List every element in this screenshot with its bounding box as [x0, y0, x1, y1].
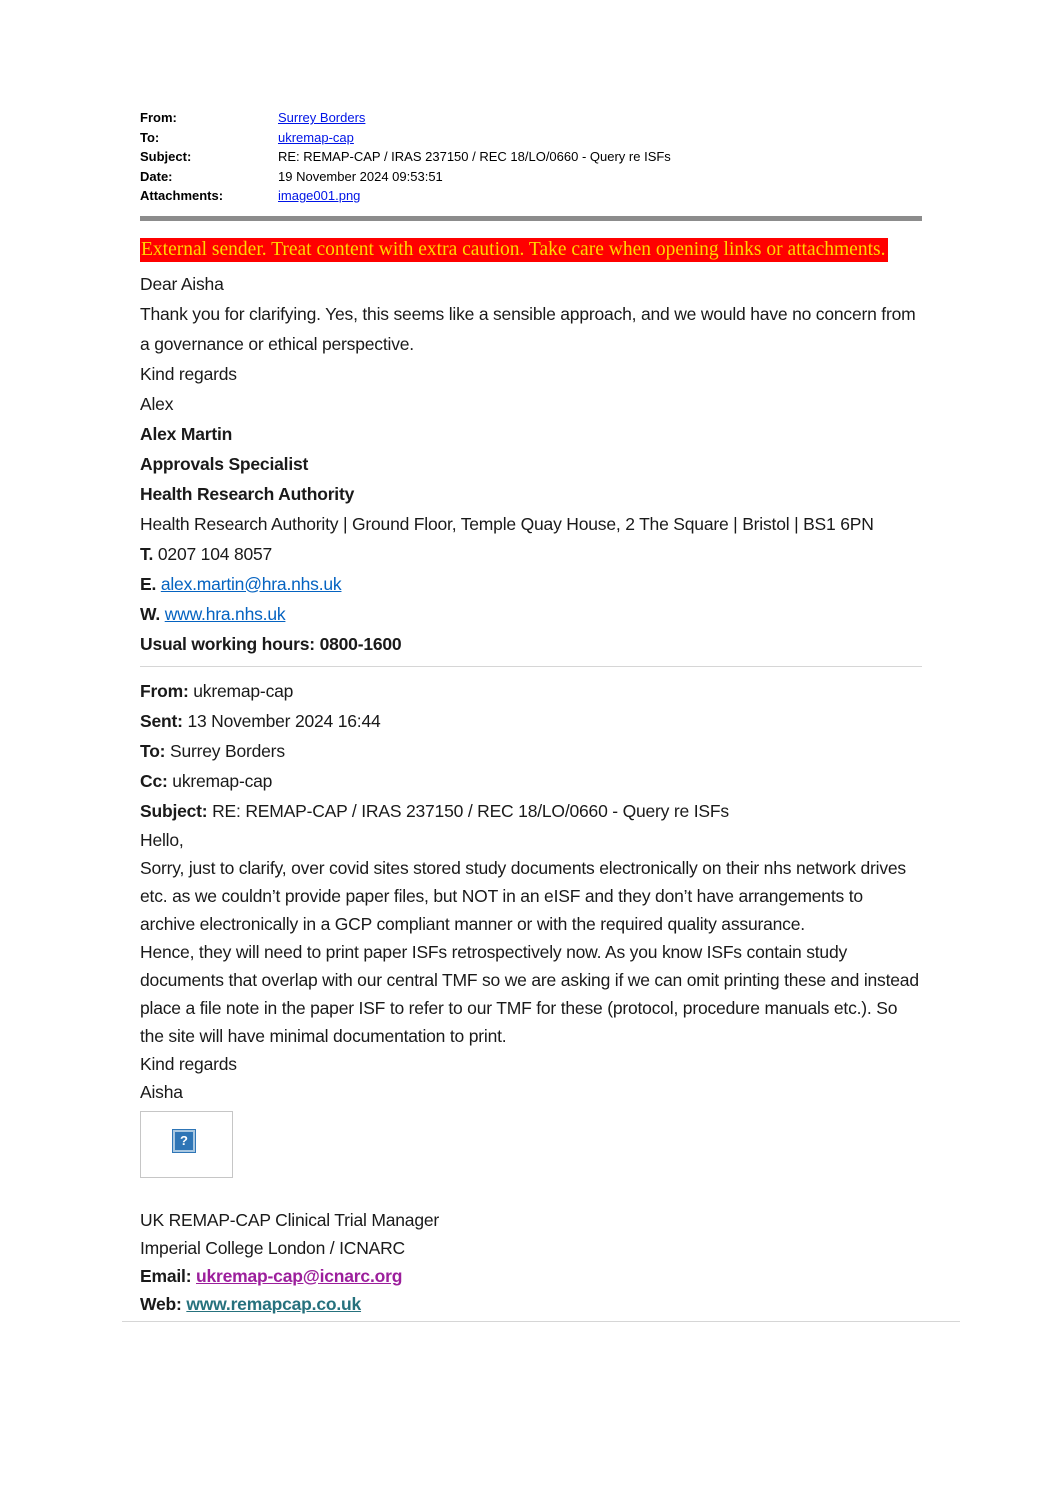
email-label: E.: [140, 573, 157, 594]
quoted-to-value: Surrey Borders: [169, 740, 285, 761]
quoted-cc-line: [140, 766, 922, 796]
quoted-signoff: Kind regards: [140, 1053, 237, 1074]
phone-label: T.: [140, 543, 154, 564]
footer-email-label: Email:: [140, 1265, 192, 1286]
quoted-sent-label: Sent:: [140, 710, 183, 731]
footer-web-line: [140, 1290, 922, 1318]
footer-web-label: Web:: [140, 1293, 182, 1314]
email-meta-header: [140, 108, 922, 206]
meta-row-subject: [140, 147, 922, 167]
meta-label-attachments: Attachments:: [140, 188, 224, 203]
quoted-signoff-name: Aisha: [140, 1081, 183, 1102]
email-document: [140, 108, 922, 1322]
quoted-subject-line: [140, 796, 922, 826]
sender-website-link[interactable]: www.hra.nhs.uk: [164, 603, 286, 624]
sender-title-text: UK REMAP-CAP Clinical Trial Manager: [140, 1209, 440, 1230]
quoted-sent-line: [140, 706, 922, 736]
signoff-text: Kind regards: [140, 363, 237, 384]
subject-text: RE: REMAP-CAP / IRAS 237150 / REC 18/LO/0660 - Query re ISFs: [278, 149, 671, 164]
quoted-cc-label: Cc:: [140, 770, 168, 791]
signature-role: Approvals Specialist: [140, 453, 309, 474]
meta-label-from: From:: [140, 110, 177, 125]
meta-row-date: [140, 167, 922, 187]
signature-org: Health Research Authority: [140, 483, 355, 504]
quoted-paragraph-1: Sorry, just to clarify, over covid sites stored study documents electronically on their nhs network drives etc. as we couldn’t provide paper files, but NOT in an eISF and they don’t have arrangements to archive electronically in a GCP compliant manner or with the required quality assurance.: [140, 857, 906, 934]
quoted-from-value: ukremap-cap: [193, 680, 294, 701]
reply-body: [140, 269, 922, 659]
meta-label-subject: Subject:: [140, 149, 192, 164]
phone-number: 0207 104 8057: [157, 543, 273, 564]
quoted-cc-value: ukremap-cap: [172, 770, 273, 791]
reply-paragraph: Thank you for clarifying. Yes, this seems like a sensible approach, and we would have no concern from a governance or ethical perspective.: [140, 303, 916, 354]
attachment-link[interactable]: image001.png: [278, 188, 361, 203]
signoff-name: Alex: [140, 393, 174, 414]
external-sender-banner-text: External sender. Treat content with extra caution. Take care when opening links or attachments.: [140, 238, 888, 262]
to-recipient-link[interactable]: ukremap-cap: [278, 129, 354, 145]
attachment-image-placeholder: [140, 1111, 233, 1178]
quoted-from-line: [140, 676, 922, 706]
quoted-greeting: Hello,: [140, 829, 184, 850]
signature-divider: [140, 666, 922, 667]
meta-row-from: [140, 108, 922, 128]
greeting-text: Dear Aisha: [140, 273, 224, 294]
meta-label-to: To:: [140, 129, 160, 145]
quoted-sent-value: 13 November 2024 16:44: [187, 710, 381, 731]
signature-email-line: [140, 569, 922, 599]
footer-divider: [122, 1321, 960, 1322]
footer-web-link[interactable]: www.remapcap.co.uk: [186, 1293, 362, 1314]
sender-signature: [140, 1206, 922, 1318]
quoted-to-line: [140, 736, 922, 766]
meta-label-date: Date:: [140, 168, 173, 184]
signature-web-line: [140, 599, 922, 629]
date-text: 19 November 2024 09:53:51: [278, 168, 443, 184]
signature-phone-line: [140, 539, 922, 569]
meta-row-to: [140, 128, 922, 148]
quoted-subject-value: RE: REMAP-CAP / IRAS 237150 / REC 18/LO/0660 - Query re ISFs: [212, 800, 729, 821]
quoted-subject-label: Subject:: [140, 800, 208, 821]
sender-email-link[interactable]: alex.martin@hra.nhs.uk: [160, 573, 342, 594]
footer-email-link[interactable]: ukremap-cap@icnarc.org: [196, 1265, 403, 1286]
header-divider: [140, 216, 922, 221]
meta-row-attachments: [140, 186, 922, 206]
quoted-from-label: From:: [140, 680, 189, 701]
footer-email-line: [140, 1262, 922, 1290]
quoted-message-header: [140, 676, 922, 826]
web-label: W.: [140, 603, 161, 624]
signature-name: Alex Martin: [140, 423, 233, 444]
signature-address: Health Research Authority | Ground Floor, Temple Quay House, 2 The Square | Bristol | BS1 6PN: [140, 513, 874, 534]
from-sender-link[interactable]: Surrey Borders: [278, 110, 366, 125]
quoted-message-body: [140, 826, 922, 1106]
sender-org-text: Imperial College London / ICNARC: [140, 1237, 405, 1258]
broken-image-icon: ?: [173, 1130, 195, 1152]
external-sender-banner: [140, 236, 900, 263]
working-hours-text: Usual working hours: 0800-1600: [140, 633, 402, 654]
quoted-paragraph-2: Hence, they will need to print paper ISFs retrospectively now. As you know ISFs contain study documents that overlap with our central TMF so we are asking if we can omit printing these and instead place a file note in the paper ISF to refer to our TMF for these (protocol, procedure manuals etc.). So the site will have minimal documentation to print.: [140, 941, 919, 1046]
quoted-to-label: To:: [140, 740, 166, 761]
